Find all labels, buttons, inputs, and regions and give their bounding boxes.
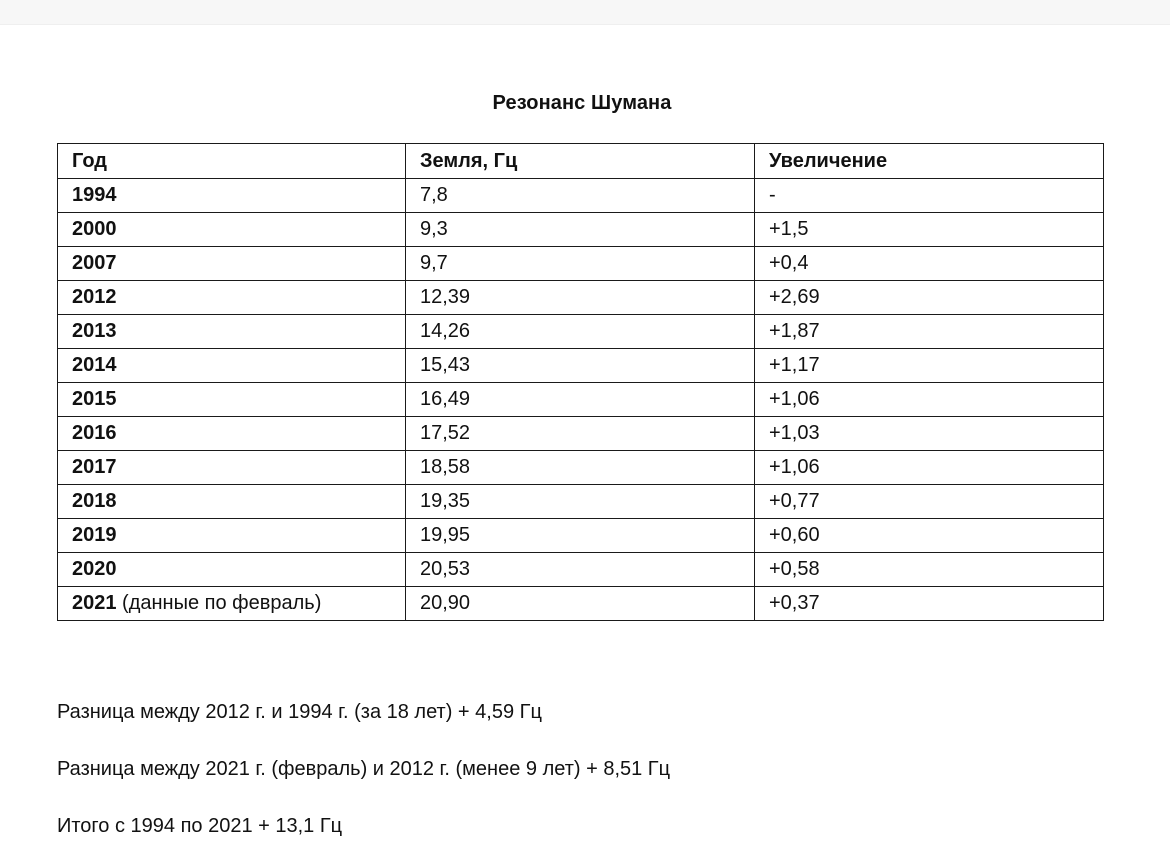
year-value: 2020 <box>72 558 117 580</box>
table-row <box>58 179 1104 213</box>
cell-increase: +1,06 <box>755 383 1104 417</box>
summary-line-3: Итого с 1994 по 2021 + 13,1 Гц <box>57 815 343 837</box>
table-row <box>58 587 1104 621</box>
year-value: 2007 <box>72 252 117 274</box>
cell-year <box>58 383 406 417</box>
year-value: 2000 <box>72 218 117 240</box>
summary-line-2: Разница между 2021 г. (февраль) и 2012 г. (менее 9 лет) + 8,51 Гц <box>57 758 671 780</box>
table-row <box>58 519 1104 553</box>
header-earth-hz: Земля, Гц <box>406 144 755 179</box>
cell-increase: +0,58 <box>755 553 1104 587</box>
cell-year <box>58 213 406 247</box>
cell-earth-hz: 20,53 <box>406 553 755 587</box>
summary-line-1: Разница между 2012 г. и 1994 г. (за 18 лет) + 4,59 Гц <box>57 701 542 723</box>
year-value: 2013 <box>72 320 117 342</box>
year-note: (данные по февраль) <box>116 592 322 614</box>
table-row <box>58 383 1104 417</box>
cell-increase: +0,4 <box>755 247 1104 281</box>
cell-year <box>58 451 406 485</box>
table-row <box>58 451 1104 485</box>
cell-year <box>58 417 406 451</box>
cell-year <box>58 179 406 213</box>
cell-increase: +0,77 <box>755 485 1104 519</box>
table-row <box>58 485 1104 519</box>
table-row <box>58 247 1104 281</box>
cell-increase: +1,06 <box>755 451 1104 485</box>
table-row <box>58 315 1104 349</box>
table-header-row <box>58 144 1104 179</box>
header-increase: Увеличение <box>755 144 1104 179</box>
table-row <box>58 417 1104 451</box>
cell-increase: +1,17 <box>755 349 1104 383</box>
cell-year <box>58 553 406 587</box>
cell-earth-hz: 9,3 <box>406 213 755 247</box>
cell-earth-hz: 14,26 <box>406 315 755 349</box>
cell-year <box>58 281 406 315</box>
cell-year <box>58 519 406 553</box>
document-title: Резонанс Шумана <box>492 92 672 114</box>
table-body <box>58 179 1104 621</box>
cell-earth-hz: 18,58 <box>406 451 755 485</box>
cell-year <box>58 587 406 621</box>
cell-year <box>58 247 406 281</box>
cell-year <box>58 349 406 383</box>
year-value: 2014 <box>72 354 117 376</box>
year-value: 2018 <box>72 490 117 512</box>
year-value: 2012 <box>72 286 117 308</box>
year-value: 2019 <box>72 524 117 546</box>
year-value: 2021 <box>72 592 117 614</box>
cell-earth-hz: 20,90 <box>406 587 755 621</box>
table-row <box>58 349 1104 383</box>
cell-earth-hz: 19,35 <box>406 485 755 519</box>
cell-earth-hz: 9,7 <box>406 247 755 281</box>
cell-year <box>58 485 406 519</box>
cell-earth-hz: 7,8 <box>406 179 755 213</box>
cell-increase: +1,5 <box>755 213 1104 247</box>
year-value: 1994 <box>72 184 117 206</box>
cell-increase: - <box>755 179 1104 213</box>
cell-increase: +1,87 <box>755 315 1104 349</box>
schumann-table <box>57 143 1104 621</box>
cell-increase: +0,37 <box>755 587 1104 621</box>
cell-earth-hz: 16,49 <box>406 383 755 417</box>
page-top-strip <box>0 0 1170 25</box>
cell-increase: +2,69 <box>755 281 1104 315</box>
cell-earth-hz: 17,52 <box>406 417 755 451</box>
cell-year <box>58 315 406 349</box>
table-row <box>58 281 1104 315</box>
cell-increase: +1,03 <box>755 417 1104 451</box>
cell-earth-hz: 19,95 <box>406 519 755 553</box>
cell-increase: +0,60 <box>755 519 1104 553</box>
year-value: 2017 <box>72 456 117 478</box>
table-row <box>58 213 1104 247</box>
year-value: 2016 <box>72 422 117 444</box>
cell-earth-hz: 15,43 <box>406 349 755 383</box>
table-row <box>58 553 1104 587</box>
year-value: 2015 <box>72 388 117 410</box>
cell-earth-hz: 12,39 <box>406 281 755 315</box>
header-year: Год <box>58 144 406 179</box>
